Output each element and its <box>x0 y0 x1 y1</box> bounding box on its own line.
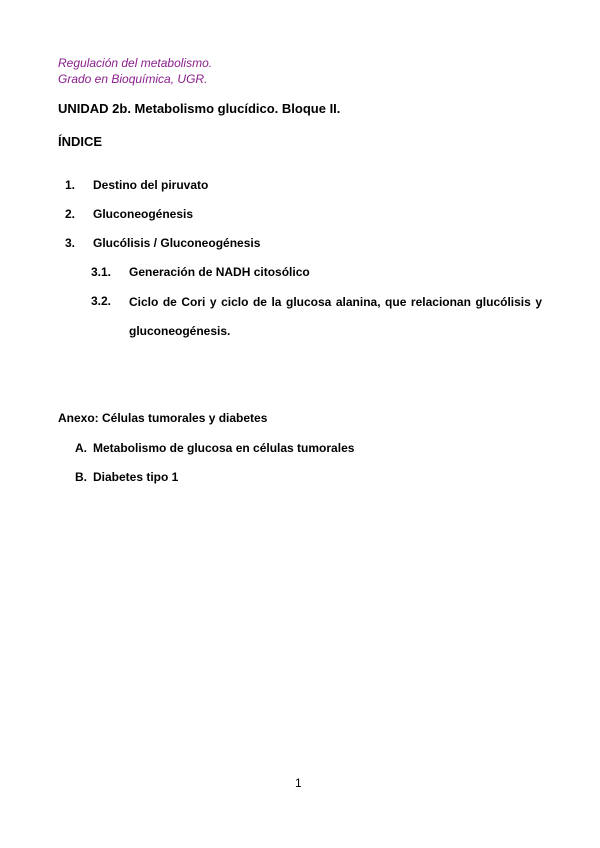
annex-item-text: Diabetes tipo 1 <box>93 470 179 484</box>
toc-subitem-number: 3.2. <box>91 294 112 308</box>
index-heading: ÍNDICE <box>58 134 103 149</box>
toc-subitem-text: Generación de NADH citosólico <box>129 265 310 279</box>
annex-item-letter: B. <box>75 470 87 484</box>
toc-item-number: 2. <box>65 207 76 221</box>
annex-item-letter: A. <box>75 441 87 455</box>
toc-item-text: Glucólisis / Gluconeogénesis <box>93 236 261 250</box>
unit-title: UNIDAD 2b. Metabolismo glucídico. Bloque II. <box>58 101 341 116</box>
annex-item-text: Metabolismo de glucosa en células tumorales <box>93 441 355 455</box>
toc-item-text: Destino del piruvato <box>93 178 209 192</box>
annex-heading: Anexo: Células tumorales y diabetes <box>58 411 268 425</box>
toc-item-number: 1. <box>65 178 76 192</box>
page-number: 1 <box>295 776 302 790</box>
toc-item-text: Gluconeogénesis <box>93 207 194 221</box>
toc-subitem-text: Ciclo de Cori y ciclo de la glucosa alanina, que relacionan glucólisis y gluconeogénesis. <box>129 295 542 338</box>
header-course-line: Regulación del metabolismo. <box>58 56 213 70</box>
toc-item-number: 3. <box>65 236 76 250</box>
toc-subitem-number: 3.1. <box>91 265 112 279</box>
header-degree-line: Grado en Bioquímica, UGR. <box>58 72 208 86</box>
